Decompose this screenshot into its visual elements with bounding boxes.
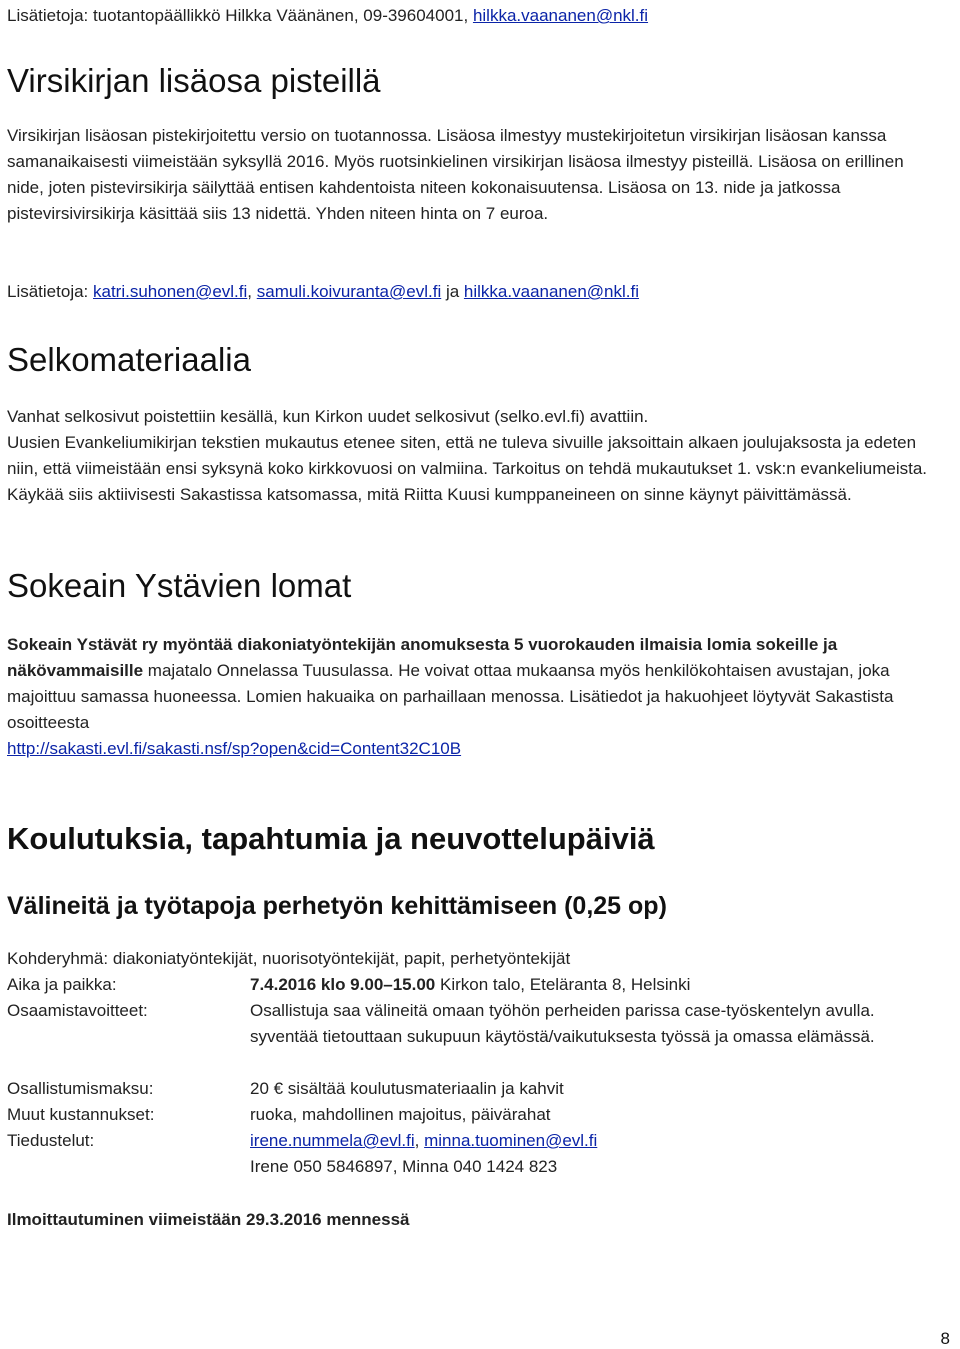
top-email-link[interactable]: hilkka.vaananen@nkl.fi [472, 6, 649, 25]
virsikirja-contact-label: Lisätietoja: [7, 282, 93, 301]
deadline: Ilmoittautuminen viimeistään 29.3.2016 mennessä [7, 1210, 410, 1229]
selko-title: Selkomateriaalia [7, 341, 251, 378]
email-link-hilkka[interactable]: hilkka.vaananen@nkl.fi [463, 282, 640, 301]
separator: , [414, 1131, 425, 1150]
sokeain-bold-text: Sokeain Ystävät ry myöntää diakoniatyöntekijän anomuksesta 5 vuorokauden ilmaisia lomia sokeille ja näkövammaisille [7, 635, 838, 680]
virsikirja-paragraph: Virsikirjan lisäosan pistekirjoitettu versio on tuotannossa. Lisäosa ilmestyy mustekirjoitetun virsikirjan lisäosan kanssa samanaikaisesti viimeistään syksyllä 2016. Myös ruotsinkielinen virsikirjan lisäosa ilmestyy pisteillä. Lisäosa on erillinen nide, joten pistevirsikirja säilyttää entisen kahdentoista niteen kokonaisuutensa. Lisäosa on 13. nide ja jatkossa pistevirsivirsikirja käsittää siis 13 nidettä. Yhden niteen hinta on 7 euroa. [7, 126, 904, 223]
email-link-irene[interactable]: irene.nummela@evl.fi [250, 1131, 415, 1150]
inquiries-phones: Irene 050 5846897, Minna 040 1424 823 [250, 1157, 558, 1176]
selko-paragraph-1: Vanhat selkosivut poistettiin kesällä, kun Kirkon uudet selkosivut (selko.evl.fi) avattiin. [7, 407, 649, 426]
top-contact-line [7, 5, 648, 27]
sakasti-link[interactable]: http://sakasti.evl.fi/sakasti.nsf/sp?open&cid=Content32C10B [7, 739, 462, 758]
email-link-minna[interactable]: minna.tuominen@evl.fi [424, 1131, 598, 1150]
separator: ja [441, 282, 464, 301]
time-date: 7.4.2016 klo 9.00–15.00 [250, 975, 436, 994]
top-contact-text: Lisätietoja: tuotantopäällikkö Hilkka Väänänen, 09-39604001, [7, 6, 473, 25]
costs-label: Muut kustannukset: [7, 1105, 155, 1124]
time-place: Kirkon talo, Eteläranta 8, Helsinki [435, 975, 691, 994]
goals-value: Osallistuja saa välineitä omaan työhön perheiden parissa case-työskentelyn avulla. syventää tietouttaan sukupuun käytöstä/vaikutuksesta työssä ja omassa elämässä. [250, 1001, 875, 1046]
virsikirja-contact [7, 279, 942, 305]
separator: , [247, 282, 257, 301]
time-label: Aika ja paikka: [7, 975, 117, 994]
goals-label: Osaamistavoitteet: [7, 1001, 148, 1020]
event-title: Välineitä ja työtapoja perhetyön kehittämiseen (0,25 op) [7, 892, 667, 920]
info-row-goals [7, 998, 947, 1076]
selko-paragraph-2: Uusien Evankeliumikirjan tekstien mukautus etenee siten, että ne tuleva sivuille jaksoittain alkaen joulujaksosta ja edeten niin, että viimeistään ensi syksynä koko kirkkovuosi on valmiina. Tarkoitus on tehdä mukautukset 1. vsk:n evankeliumeista. Käykää siis aktiivisesti Sakastissa katsomassa, mitä Riitta Kuusi kumppaneineen on sinne käynyt päivittämässä. [7, 433, 928, 504]
email-link-katri[interactable]: katri.suhonen@evl.fi [93, 282, 248, 301]
costs-value: ruoka, mahdollinen majoitus, päivärahat [250, 1105, 551, 1124]
sokeain-text: majatalo Onnelassa Tuusulassa. He voivat ottaa mukaansa myös henkilökohtaisen avustajan, joka majoittuu samassa huoneessa. Lomien hakuaika on parhaillaan menossa. Lisätiedot ja hakuohjeet löytyvät Sakastista osoitteesta [7, 661, 894, 732]
fee-label: Osallistumismaksu: [7, 1079, 154, 1098]
koulutukset-title: Koulutuksia, tapahtumia ja neuvottelupäiviä [7, 821, 655, 856]
fee-value: 20 € sisältää koulutusmateriaalin ja kahvit [250, 1079, 564, 1098]
virsikirja-title: Virsikirjan lisäosa pisteillä [7, 62, 381, 99]
target-group: Kohderyhmä: diakoniatyöntekijät, nuorisotyöntekijät, papit, perhetyöntekijät [7, 949, 571, 968]
email-link-samuli[interactable]: samuli.koivuranta@evl.fi [256, 282, 442, 301]
time-value [250, 972, 940, 998]
inquiries-label: Tiedustelut: [7, 1131, 95, 1150]
inquiries-value [250, 1128, 940, 1180]
page-number: 8 [940, 1329, 950, 1348]
sokeain-title: Sokeain Ystävien lomat [7, 567, 352, 604]
sokeain-paragraph [7, 632, 942, 762]
